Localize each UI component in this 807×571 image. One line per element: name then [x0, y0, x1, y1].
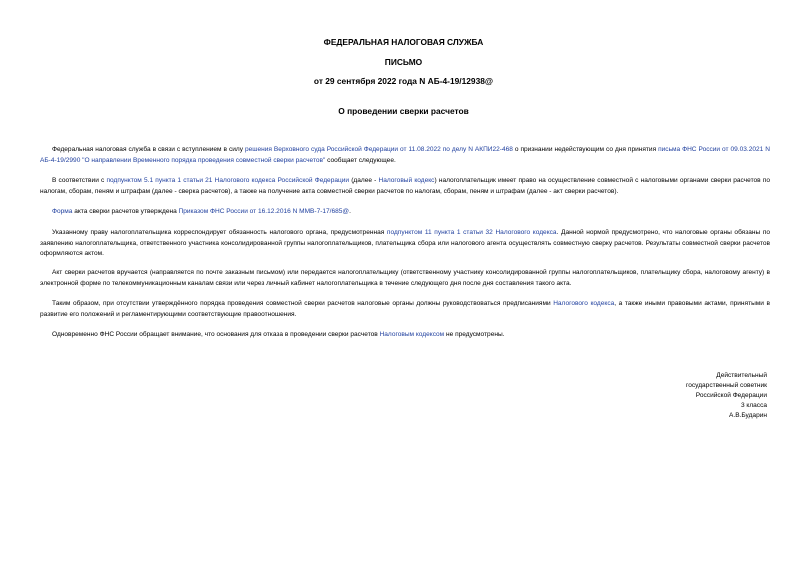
paragraph-1-text-1: Федеральная налоговая служба в связи с вступлением в силу — [52, 146, 245, 153]
paragraph-7 — [40, 330, 770, 341]
paragraph-2-text-2: (далее - — [349, 177, 379, 184]
supreme-court-decision-link[interactable]: решения Верховного суда Российской Федерации от 11.08.2022 по делу N АКПИ22-468 — [244, 146, 513, 153]
form-link[interactable]: Форма — [52, 208, 73, 215]
paragraph-7-text-2: не предусмотрены. — [444, 331, 505, 338]
document-date-number: от 29 сентября 2022 года N АБ-4-19/12938@ — [313, 76, 494, 86]
paragraph-1-text-2: о признании недействующим со дня принятия — [512, 146, 659, 153]
tax-code-article-32-link[interactable]: подпунктом 11 пункта 1 статьи 32 Налогового кодекса — [386, 229, 557, 236]
paragraph-1 — [40, 145, 770, 166]
signatory-name: А.В.Бударин — [729, 412, 767, 419]
paragraph-6-text-1: Таким образом, при отсутствии утверждённого порядка проведения совместной сверки расчетов налоговые органы должны руководствоваться предписаниями — [52, 300, 554, 307]
paragraph-2-text-1: В соответствии с — [52, 177, 107, 184]
paragraph-2-text-3: ) налогоплательщик имеет право на осуществление совместной с налоговыми органами сверки расчетов по налогам, сборам, пеням и штрафам (далее - сверка расчетов), а также на получение акта совместной сверки расчетов по налогам, сборам, пеням и штрафам (далее - акт сверки расчетов). — [40, 177, 770, 195]
document-subject: О проведении сверки расчетов — [338, 106, 469, 116]
fns-order-link[interactable]: Приказом ФНС России от 16.12.2016 N ММВ-7-17/685@ — [178, 208, 350, 215]
paragraph-3-text-2: . — [349, 208, 351, 215]
signature-title-line-1: Действительный — [716, 372, 767, 379]
agency-heading: ФЕДЕРАЛЬНАЯ НАЛОГОВАЯ СЛУЖБА — [323, 37, 484, 47]
paragraph-5-text-1: Акт сверки расчетов вручается (направляется по почте заказным письмом) или передается налогоплательщику (ответственному участнику консолидированной группы налогоплательщиков, плательщику сбора, налоговому агенту) в электронной форме по телекоммуникационным каналам связи или через личный кабинет налогоплательщика в течение следующего дня после дня составления такого акта. — [40, 269, 770, 287]
paragraph-5 — [40, 268, 770, 289]
signature-block — [686, 371, 767, 421]
paragraph-3-text-1: акта сверки расчетов утверждена — [72, 208, 179, 215]
paragraph-3 — [40, 207, 770, 218]
tax-code-link-2[interactable]: Налогового кодекса — [553, 300, 615, 307]
tax-code-link[interactable]: Налоговый кодекс — [378, 177, 435, 184]
signature-title-line-3: Российской Федерации — [695, 392, 767, 399]
signature-title-line-4: 3 класса — [740, 402, 767, 409]
paragraph-6 — [40, 299, 770, 320]
tax-code-link-3[interactable]: Налоговым кодексом — [379, 331, 445, 338]
paragraph-6-text-2: , а также иными правовыми актами, принятыми в развитие его положений и регламентирующими соответствующие правоотношения. — [40, 300, 770, 318]
document-type-heading: ПИСЬМО — [384, 57, 423, 67]
paragraph-4 — [40, 228, 770, 260]
paragraph-4-text-2: . Данной нормой предусмотрено, что налоговые органы обязаны по заявлению налогоплательщика, ответственного участника консолидированной группы налогоплательщиков, плательщика сбора или налогового агента осуществлять совместную сверку расчетов. Результаты совместной сверки расчетов оформляются актом. — [40, 229, 771, 257]
paragraph-7-text-1: Одновременно ФНС России обращает внимание, что основания для отказа в проведении сверки расчетов — [52, 331, 380, 338]
signature-title-line-2: государственный советник — [686, 382, 767, 389]
paragraph-2 — [40, 176, 770, 197]
tax-code-article-21-link[interactable]: подпунктом 5.1 пункта 1 статьи 21 Налогового кодекса Российской Федерации — [106, 177, 350, 184]
fns-letter-link[interactable]: письма ФНС России от 09.03.2021 N АБ-4-19/2990 "О направлении Временного порядка проведения совместной сверки расчетов" — [40, 146, 770, 164]
paragraph-4-text-1: Указанному праву налогоплательщика корреспондирует обязанность налогового органа, предусмотренная — [52, 229, 387, 236]
paragraph-1-text-3: сообщает следующее. — [325, 156, 396, 164]
